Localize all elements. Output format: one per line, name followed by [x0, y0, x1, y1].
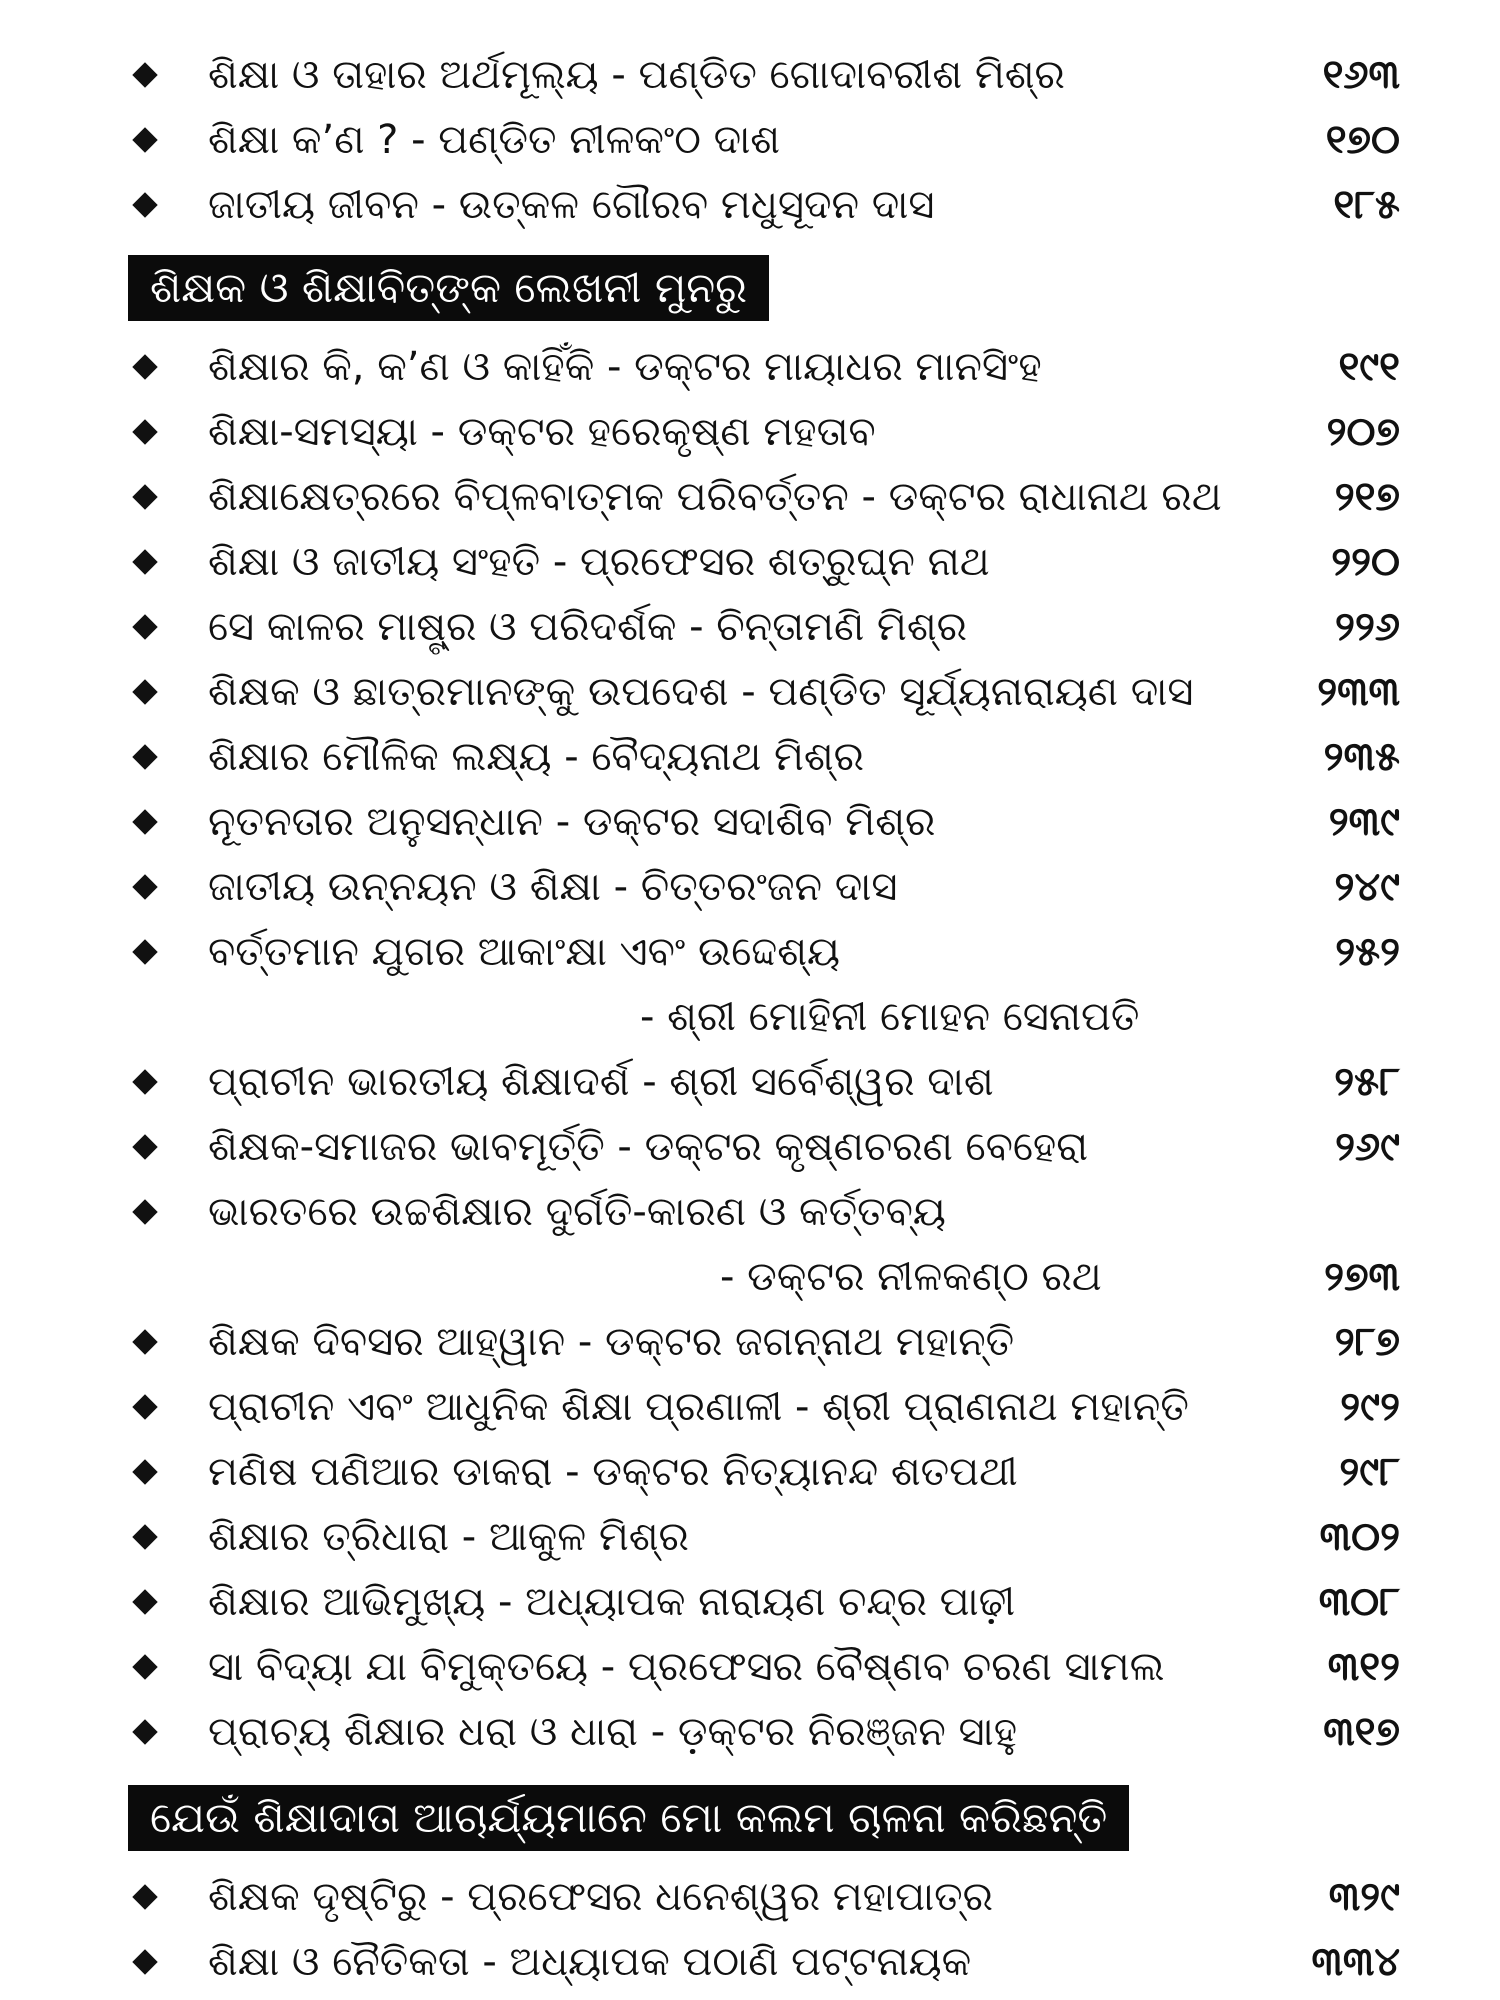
entry-title: ପ୍ରାଚୀନ ଭାରତୀୟ ଶିକ୍ଷାଦର୍ଶ - ଶ୍ରୀ ସର୍ବେଶ୍ୱର ଦାଶ [208, 1059, 994, 1105]
toc-entry-continuation [0, 1250, 1500, 1306]
entry-title: ଶିକ୍ଷାକ୍ଷେତ୍ରରେ ବିପ୍ଳବାତ୍ମକ ପରିବର୍ତ୍ତନ - ଡକ୍ଟର ରାଧାନାଥ ରଥ [208, 474, 1222, 520]
toc-entry [0, 178, 1500, 234]
diamond-bullet-icon [132, 809, 157, 834]
toc-entry [0, 795, 1500, 851]
diamond-bullet-icon [132, 1199, 157, 1224]
diamond-bullet-icon [132, 354, 157, 379]
toc-entry [0, 600, 1500, 656]
entry-page: ୨୬୯ [1335, 1124, 1400, 1170]
entry-page: ୨୨୦ [1331, 539, 1400, 585]
entry-title: ଶିକ୍ଷାର ମୌଳିକ ଲକ୍ଷ୍ୟ - ବୈଦ୍ୟନାଥ ମିଶ୍ର [208, 734, 865, 780]
entry-title: ଶିକ୍ଷକ ଓ ଛାତ୍ରମାନଙ୍କୁ ଉପଦେଶ - ପଣ୍ଡିତ ସୂର୍ଯ୍ୟନାରାୟଣ ଦାସ [208, 669, 1194, 715]
toc-entry [0, 665, 1500, 721]
entry-page: ୧୬୩ [1322, 52, 1400, 98]
diamond-bullet-icon [132, 939, 157, 964]
diamond-bullet-icon [132, 744, 157, 769]
toc-entry [0, 1120, 1500, 1176]
toc-entry [0, 1445, 1500, 1501]
entry-page: ୩୧୨ [1327, 1644, 1400, 1690]
toc-entry [0, 340, 1500, 396]
entry-page: ୨୮୭ [1334, 1319, 1400, 1365]
entry-page: ୨୩୫ [1323, 734, 1400, 780]
entry-title: ଶିକ୍ଷକ-ସମାଜର ଭାବମୂର୍ତ୍ତି - ଡକ୍ଟର କୃଷ୍ଣଚରଣ ବେହେରା [208, 1124, 1089, 1170]
entry-page: ୨୨୬ [1335, 604, 1400, 650]
entry-page: ୩୧୭ [1323, 1709, 1400, 1755]
diamond-bullet-icon [132, 1949, 157, 1974]
entry-title: ଜାତୀୟ ଉନ୍ନୟନ ଓ ଶିକ୍ଷା - ଚିତ୍ତରଂଜନ ଦାସ [208, 864, 898, 910]
entry-title: ଶିକ୍ଷା ଓ ନୈତିକତା - ଅଧ୍ୟାପକ ପଠାଣି ପଟ୍ଟନାୟକ [208, 1939, 972, 1985]
entry-page: ୨୫୮ [1334, 1059, 1400, 1105]
entry-author: - ଡକ୍ଟର ନୀଳକଣ୍ଠ ରଥ [720, 1254, 1102, 1300]
entry-page: ୩୦୨ [1319, 1514, 1400, 1560]
diamond-bullet-icon [132, 1459, 157, 1484]
entry-title: ପ୍ରାଚ୍ୟ ଶିକ୍ଷାର ଧରା ଓ ଧାରା - ଡ଼କ୍ଟର ନିରଞ୍ଜନ ସାହୁ [208, 1709, 1018, 1755]
entry-title: ଶିକ୍ଷାର କି, କ’ଣ ଓ କାହିଁକି - ଡକ୍ଟର ମାୟାଧର ମାନସିଂହ [208, 344, 1042, 390]
entry-page: ୨୪୯ [1334, 864, 1400, 910]
diamond-bullet-icon [132, 1524, 157, 1549]
toc-entry [0, 1705, 1500, 1761]
entry-page: ୨୫୨ [1335, 929, 1400, 975]
diamond-bullet-icon [132, 1654, 157, 1679]
toc-entry [0, 113, 1500, 169]
entry-title: ଶିକ୍ଷା କ’ଣ ? - ପଣ୍ଡିତ ନୀଳକଂଠ ଦାଶ [208, 117, 781, 163]
toc-entry [0, 48, 1500, 104]
entry-title: ସା ବିଦ୍ୟା ଯା ବିମୁକ୍ତୟେ - ପ୍ରଫେସର ବୈଷ୍ଣବ ଚରଣ ସାମଲ [208, 1644, 1165, 1690]
diamond-bullet-icon [132, 874, 157, 899]
toc-entry [0, 1380, 1500, 1436]
entry-title: ଶିକ୍ଷା ଓ ତାହାର ଅର୍ଥମୂଲ୍ୟ - ପଣ୍ଡିତ ଗୋଦାବରୀଶ ମିଶ୍ର [208, 52, 1065, 98]
entry-title: ଜାତୀୟ ଜୀବନ - ଉତ୍କଳ ଗୌରବ ମଧୁସୂଦନ ଦାସ [208, 182, 935, 228]
toc-entry [0, 1315, 1500, 1371]
entry-page: ୨୭୩ [1324, 1254, 1400, 1300]
entry-page: ୨୦୭ [1326, 409, 1400, 455]
toc-entry [0, 1935, 1500, 1991]
section-banner: ଯେଉଁ ଶିକ୍ଷାଦାତା ଆଚାର୍ଯ୍ୟମାନେ ମୋ କଲମ ଚାଳନା କରିଛନ୍ତି [128, 1785, 1129, 1851]
diamond-bullet-icon [132, 419, 157, 444]
entry-title: ନୂତନତାର ଅନୁସନ୍ଧାନ - ଡକ୍ଟର ସଦାଶିବ ମିଶ୍ର [208, 799, 936, 845]
toc-entry [0, 535, 1500, 591]
toc-entry-continuation [0, 990, 1500, 1046]
diamond-bullet-icon [132, 549, 157, 574]
toc-entry [0, 1870, 1500, 1926]
diamond-bullet-icon [132, 1719, 157, 1744]
entry-page: ୨୯୨ [1340, 1384, 1400, 1430]
toc-entry [0, 860, 1500, 916]
entry-title: ପ୍ରାଚୀନ ଏବଂ ଆଧୁନିକ ଶିକ୍ଷା ପ୍ରଣାଳୀ - ଶ୍ରୀ ପ୍ରାଣନାଥ ମହାନ୍ତି [208, 1384, 1189, 1430]
diamond-bullet-icon [132, 62, 157, 87]
diamond-bullet-icon [132, 1329, 157, 1354]
diamond-bullet-icon [132, 679, 157, 704]
entry-title: ବର୍ତ୍ତମାନ ଯୁଗର ଆକାଂକ୍ଷା ଏବଂ ଉଦ୍ଦେଶ୍ୟ [208, 929, 841, 975]
toc-entry [0, 470, 1500, 526]
diamond-bullet-icon [132, 1394, 157, 1419]
entry-title: ଶିକ୍ଷାର ଆଭିମୁଖ୍ୟ - ଅଧ୍ୟାପକ ନାରାୟଣ ଚନ୍ଦ୍ର ପାଢ଼ୀ [208, 1579, 1016, 1625]
diamond-bullet-icon [132, 1884, 157, 1909]
entry-page: ୨୯୮ [1339, 1449, 1400, 1495]
entry-page: ୧୮୫ [1333, 182, 1400, 228]
entry-title: ଶିକ୍ଷାର ତ୍ରିଧାରା - ଆକୁଳ ମିଶ୍ର [208, 1514, 689, 1560]
entry-page: ୨୧୭ [1334, 474, 1400, 520]
entry-page: ୨୩୩ [1317, 669, 1400, 715]
toc-entry [0, 1055, 1500, 1111]
entry-title: ଶିକ୍ଷା-ସମସ୍ୟା - ଡକ୍ଟର ହରେକୃଷ୍ଣ ମହତାବ [208, 409, 876, 455]
entry-title: ଶିକ୍ଷା ଓ ଜାତୀୟ ସଂହତି - ପ୍ରଫେସର ଶତ୍ରୁଘ୍ନ ନାଥ [208, 539, 990, 585]
entry-page: ୩୨୯ [1328, 1874, 1400, 1920]
diamond-bullet-icon [132, 1069, 157, 1094]
entry-page: ୧୯୧ [1338, 344, 1400, 390]
entry-page: ୩୩୪ [1311, 1939, 1400, 1985]
diamond-bullet-icon [132, 1589, 157, 1614]
entry-page: ୨୩୯ [1328, 799, 1400, 845]
section-banner: ଶିକ୍ଷକ ଓ ଶିକ୍ଷାବିତ୍‌ଙ୍କ ଲେଖନୀ ମୁନରୁ [128, 255, 769, 321]
entry-title: ମଣିଷ ପଣିଆର ଡାକରା - ଡକ୍ଟର ନିତ୍ୟାନନ୍ଦ ଶତପଥୀ [208, 1449, 1018, 1495]
toc-entry [0, 925, 1500, 981]
entry-page: ୧୭୦ [1325, 117, 1400, 163]
toc-entry [0, 1185, 1500, 1241]
entry-title: ଶିକ୍ଷକ ଦିବସର ଆହ୍ୱାନ - ଡକ୍ଟର ଜଗନ୍ନାଥ ମହାନ୍ତି [208, 1319, 1015, 1365]
diamond-bullet-icon [132, 192, 157, 217]
entry-title: ସେ କାଳର ମାଷ୍ଟ୍ର ଓ ପରିଦର୍ଶକ - ଚିନ୍ତାମଣି ମିଶ୍ର [208, 604, 967, 650]
diamond-bullet-icon [132, 127, 157, 152]
toc-entry [0, 1575, 1500, 1631]
entry-page: ୩୦୮ [1318, 1579, 1400, 1625]
diamond-bullet-icon [132, 614, 157, 639]
toc-entry [0, 405, 1500, 461]
entry-author: - ଶ୍ରୀ ମୋହିନୀ ମୋହନ ସେନାପତି [640, 994, 1140, 1040]
diamond-bullet-icon [132, 484, 157, 509]
entry-title: ଭାରତରେ ଉଚ୍ଚଶିକ୍ଷାର ଦୁର୍ଗତି-କାରଣ ଓ କର୍ତ୍ତବ୍ୟ [208, 1189, 946, 1235]
toc-entry [0, 1640, 1500, 1696]
diamond-bullet-icon [132, 1134, 157, 1159]
toc-entry [0, 730, 1500, 786]
toc-entry [0, 1510, 1500, 1566]
entry-title: ଶିକ୍ଷକ ଦୃଷ୍ଟିରୁ - ପ୍ରଫେସର ଧନେଶ୍ୱର ମହାପାତ୍ର [208, 1874, 994, 1920]
